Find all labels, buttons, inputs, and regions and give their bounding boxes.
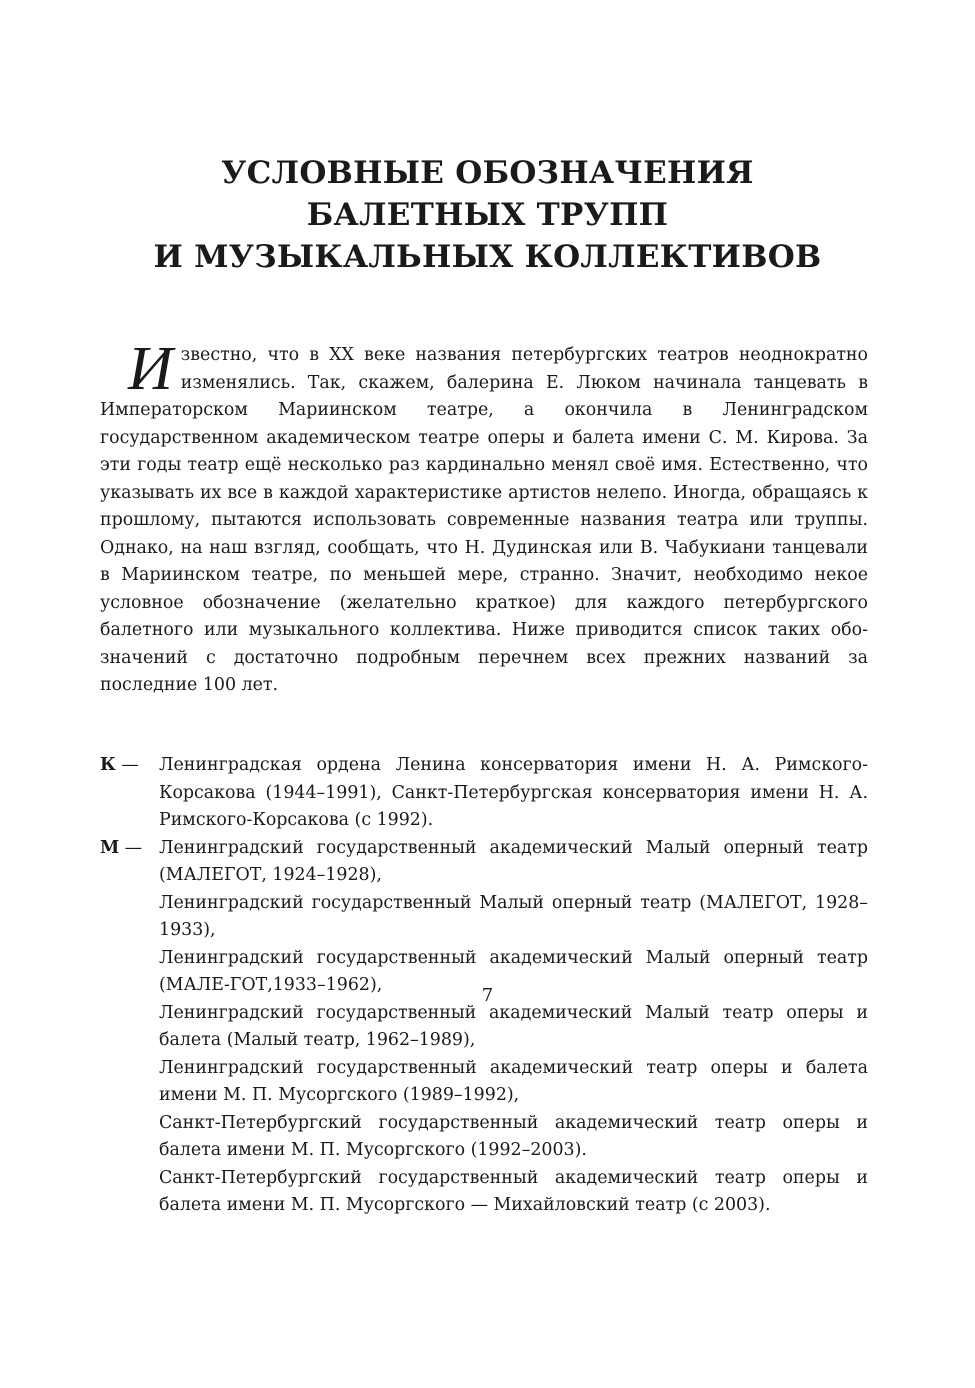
entry-key: [100, 835, 142, 863]
entry-abbr: К: [100, 755, 116, 775]
entry-line: Ленинградский государственный академический Малый театр оперы и балета (Малый театр, 1962–1989),: [159, 1002, 868, 1050]
page-number: 7: [481, 985, 494, 1006]
entry-line: Ленинградский государственный академический Малый оперный театр (МАЛЕГОТ, 1924–1928),: [159, 837, 868, 885]
list-item-m: [100, 835, 868, 1220]
entry-line: Ленинградский государственный академический театр оперы и балета имени М. П. Мусоргского (1989–1992),: [159, 1057, 868, 1105]
intro-paragraph: [100, 335, 868, 700]
list-item-k: [100, 752, 868, 835]
entry-line: Санкт-Петербургский государственный академический театр оперы и балета имени М. П. Мусоргского (1992–2003).: [159, 1112, 868, 1160]
entry-key: [100, 752, 139, 780]
entry-dash: —: [121, 755, 139, 775]
entry-line: Санкт-Петербургский государственный академический театр оперы и балета имени М. П. Мусоргского — Михайловский театр (с 2003).: [159, 1167, 868, 1215]
entry-line: Ленинградский государственный академический Малый оперный театр (МАЛЕ-ГОТ,1933–1962),: [159, 947, 868, 995]
title-line-3: И МУЗЫКАЛЬНЫХ КОЛЛЕКТИВОВ: [153, 239, 822, 275]
entry-line: Ленинградский государственный Малый оперный театр (МАЛЕГОТ, 1928–1933),: [159, 892, 868, 940]
title-line-1: УСЛОВНЫЕ ОБОЗНАЧЕНИЯ: [221, 155, 754, 191]
entry-abbr: М: [100, 837, 120, 858]
page-title: [100, 152, 875, 278]
title-line-2: БАЛЕТНЫХ ТРУПП: [306, 197, 669, 233]
entry-line: Ленинградская ордена Ленина консерватория имени Н. А. Римского-Корсакова (1944–1991), Санкт-Петербургская консерватория имени Н. А. Римского-Корсакова (с 1992).: [159, 755, 868, 830]
intro-text: звестно, что в XX веке названия петербургских театров неоднократно изменялись. Так, скажем, балерина Е. Люком начинала танцевать в Императорском Мариинском театре, а окончила в Ленинградском государственном академическом театре оперы и балета имени С. М. Кирова. За эти годы театр ещё несколько раз кардинально менял своё имя. Естественно, что указывать их все в каждой характеристике артистов нелепо. Иногда, обращаясь к прошлому, пытаются использовать современные названия театра или труппы. Однако, на наш взгляд, сообщать, что Н. Дудинская или В. Чабукиани танцевали в Мариинском театре, по меньшей мере, странно. Значит, необходимо некое условное обозначение (желательно краткое) для каждого петербургского балетного или музыкального коллектива. Ниже приводится список таких обозначений с достаточно подробным перечнем всех прежних названий за последние 100 лет.: [100, 345, 868, 695]
entry-dash: —: [124, 837, 143, 858]
drop-cap: И: [128, 335, 173, 403]
